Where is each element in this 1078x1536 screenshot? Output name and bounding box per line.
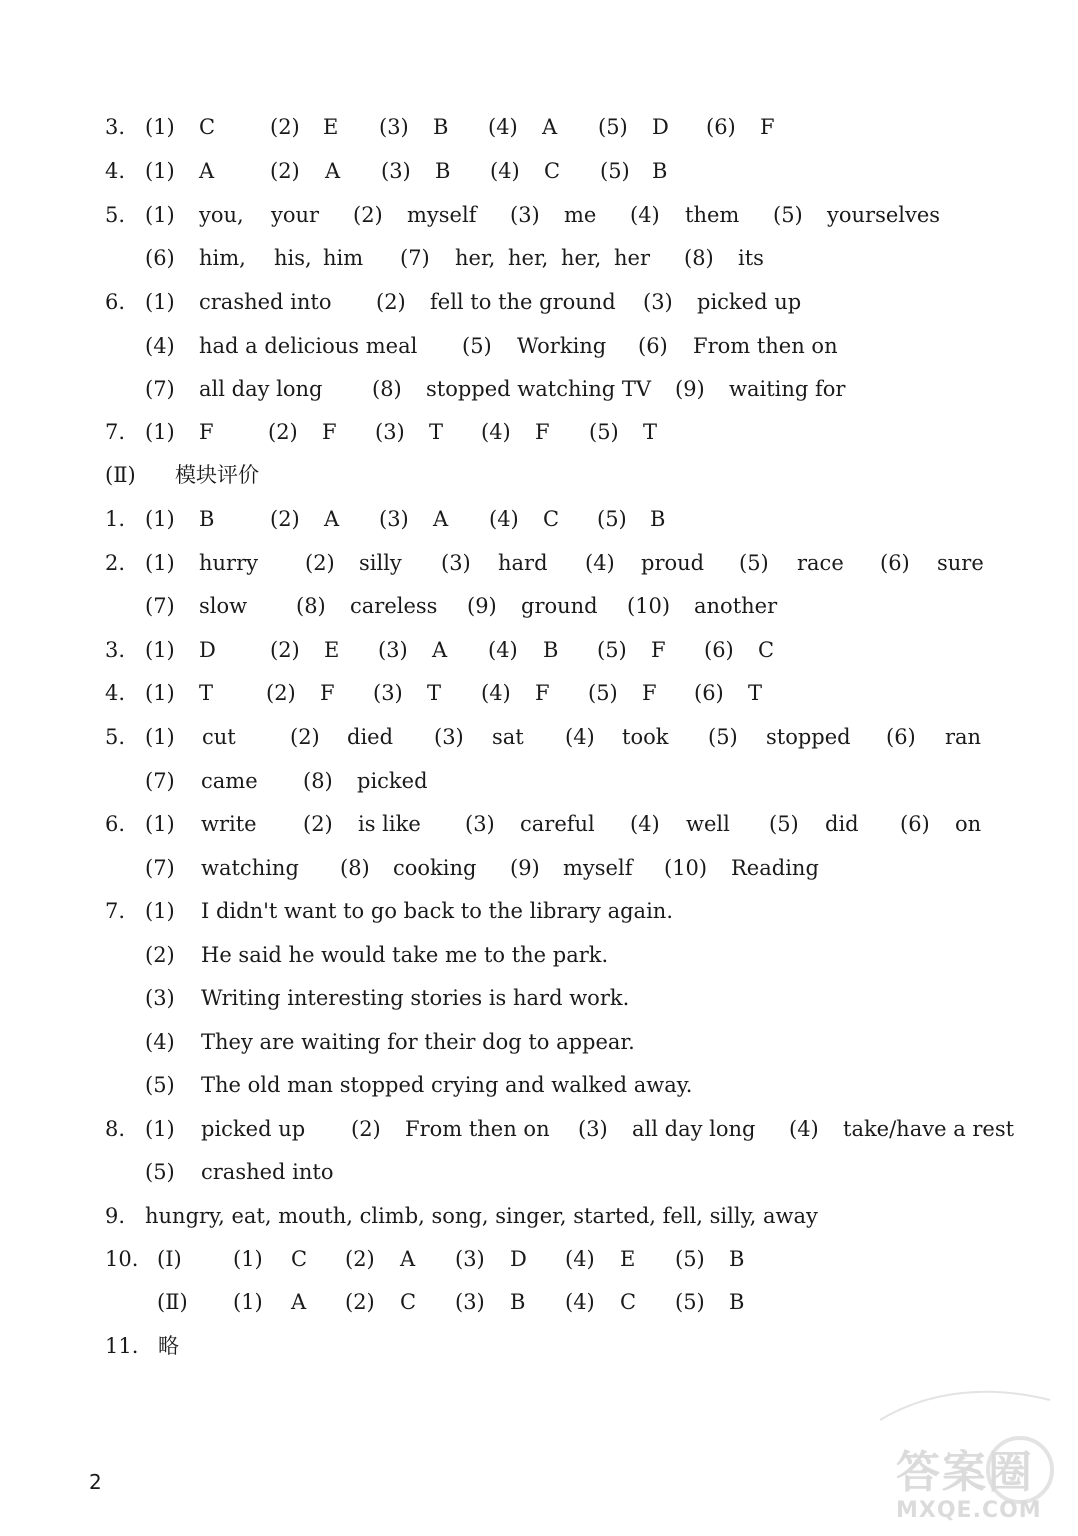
answer-item: (3) [145, 986, 175, 1010]
answer-item: (5) [675, 1290, 705, 1314]
answer-item: 9. [105, 1204, 126, 1228]
answer-line [0, 110, 1078, 144]
answer-item: F [651, 638, 666, 662]
answer-item: (3) [578, 1117, 608, 1141]
answer-line [0, 851, 1078, 885]
answer-item: stopped watching TV [426, 377, 652, 401]
answer-item: your [271, 203, 320, 227]
answer-item: (5) [588, 681, 618, 705]
answer-item: ran [945, 725, 982, 749]
answer-item: cut [202, 725, 236, 749]
answer-line [0, 415, 1078, 449]
answer-item: A [433, 507, 449, 531]
answer-item: her, [508, 246, 549, 270]
answer-item: (5) [769, 812, 799, 836]
answer-line [0, 329, 1078, 363]
answer-item: (3) [379, 507, 409, 531]
answer-item: picked up [201, 1117, 306, 1141]
answer-item: sat [492, 725, 524, 749]
answer-item: had a delicious meal [199, 334, 418, 358]
answer-item: myself [563, 856, 633, 880]
answer-item: (1) [145, 159, 175, 183]
answer-item: (3) [441, 551, 471, 575]
answer-line [0, 1112, 1078, 1146]
answer-item: careful [520, 812, 595, 836]
answer-item: (8) [340, 856, 370, 880]
answer-line [0, 1155, 1078, 1189]
answer-line [0, 764, 1078, 798]
answer-line [0, 285, 1078, 319]
answer-item: careless [350, 594, 438, 618]
answer-item: (1) [145, 551, 175, 575]
answer-item: (5) [773, 203, 803, 227]
page-number: 2 [89, 1470, 102, 1494]
answer-line [0, 546, 1078, 580]
answer-item: (1) [145, 115, 175, 139]
answer-item: is like [358, 812, 421, 836]
answer-item: (2) [345, 1290, 375, 1314]
answer-item: (3) [379, 115, 409, 139]
answer-item: (7) [145, 594, 175, 618]
answer-item: A [542, 115, 558, 139]
answer-item: From then on [693, 334, 838, 358]
answer-item: 4. [105, 159, 126, 183]
answer-item: From then on [405, 1117, 550, 1141]
answer-item: 8. [105, 1117, 126, 1141]
answer-item: B [729, 1247, 745, 1271]
answer-item: (7) [145, 377, 175, 401]
answer-item: hungry, eat, mouth, climb, song, singer, started, fell, silly, away [145, 1204, 818, 1228]
answer-item: 3. [105, 115, 126, 139]
answer-line [0, 1068, 1078, 1102]
answer-item: (2) [303, 812, 333, 836]
answer-item: (4) [565, 725, 595, 749]
answer-item: T [427, 681, 442, 705]
answer-item: hurry [199, 551, 258, 575]
answer-item: (3) [455, 1290, 485, 1314]
answer-line [0, 458, 1078, 492]
answer-item: stopped [766, 725, 851, 749]
answer-item: F [320, 681, 335, 705]
answer-item: (2) [376, 290, 406, 314]
answer-line [0, 676, 1078, 710]
answer-item: A [400, 1247, 416, 1271]
answer-line [0, 981, 1078, 1015]
answer-item: yourselves [827, 203, 941, 227]
answer-item: F [535, 420, 550, 444]
answer-item: (7) [145, 856, 175, 880]
answer-item: (5) [145, 1073, 175, 1097]
answer-item: 1. [105, 507, 126, 531]
answer-item: (4) [488, 115, 518, 139]
answer-item: (Ⅱ) [157, 1290, 188, 1314]
answer-line [0, 807, 1078, 841]
answer-item: her, [455, 246, 496, 270]
answer-item: (2) [270, 638, 300, 662]
answer-item: B [435, 159, 451, 183]
answer-item: D [652, 115, 669, 139]
answer-item: F [760, 115, 775, 139]
answer-item: Working [517, 334, 607, 358]
answer-item: waiting for [729, 377, 846, 401]
answer-item: B [650, 507, 666, 531]
answer-item: him [323, 246, 364, 270]
answer-item: 6. [105, 290, 126, 314]
watermark-site: MXQE.COM [896, 1498, 1042, 1523]
answer-item: (7) [400, 246, 430, 270]
answer-item: (5) [739, 551, 769, 575]
answer-item: (3) [375, 420, 405, 444]
answer-item: (2) [145, 943, 175, 967]
answer-item: (1) [145, 725, 175, 749]
answer-item: (5) [597, 507, 627, 531]
answer-item: (2) [345, 1247, 375, 1271]
answer-item: take/have a rest [843, 1117, 1015, 1141]
answer-item: picked up [697, 290, 802, 314]
answer-item: came [201, 769, 258, 793]
answer-item: F [642, 681, 657, 705]
answer-item: 7. [105, 899, 126, 923]
answer-item: (5) [462, 334, 492, 358]
answer-item: B [652, 159, 668, 183]
answer-item: (4) [489, 507, 519, 531]
answer-item: B [433, 115, 449, 139]
answer-item: B [510, 1290, 526, 1314]
answer-item: well [686, 812, 730, 836]
answer-item: (6) [900, 812, 930, 836]
answer-item: crashed into [199, 290, 332, 314]
answer-item: her [614, 246, 650, 270]
answer-item: (2) [266, 681, 296, 705]
answer-item: A [325, 159, 341, 183]
answer-item: (4) [630, 812, 660, 836]
answer-item: F [199, 420, 214, 444]
answer-line [0, 241, 1078, 275]
answer-item: (4) [481, 681, 511, 705]
answer-item: (7) [145, 769, 175, 793]
answer-item: (Ⅰ) [157, 1247, 182, 1271]
answer-item: cooking [393, 856, 477, 880]
answer-item: (5) [600, 159, 630, 183]
answer-item: C [199, 115, 216, 139]
answer-line [0, 1199, 1078, 1233]
answer-item: A [291, 1290, 307, 1314]
answer-item: (5) [589, 420, 619, 444]
answer-item: 4. [105, 681, 126, 705]
answer-item: (5) [708, 725, 738, 749]
answer-line [0, 1242, 1078, 1276]
answer-item: (2) [268, 420, 298, 444]
answer-item: B [729, 1290, 745, 1314]
answer-item: all day long [632, 1117, 756, 1141]
answer-item: (3) [378, 638, 408, 662]
answer-item: C [291, 1247, 308, 1271]
answer-item: (8) [684, 246, 714, 270]
answer-item: A [324, 507, 340, 531]
answer-item: (3) [373, 681, 403, 705]
answer-item: silly [359, 551, 402, 575]
answer-item: D [510, 1247, 527, 1271]
answer-item: (1) [233, 1290, 263, 1314]
answer-item: fell to the ground [430, 290, 616, 314]
answer-item: (2) [353, 203, 383, 227]
answer-item: I didn't want to go back to the library again. [201, 899, 673, 923]
answer-item: (6) [706, 115, 736, 139]
answer-item: (4) [630, 203, 660, 227]
answer-item: (3) [643, 290, 673, 314]
answer-item: (10) [664, 856, 708, 880]
answer-item: (4) [565, 1290, 595, 1314]
answer-item: them [685, 203, 740, 227]
answer-item: They are waiting for their dog to appear. [201, 1030, 635, 1054]
answer-item: Writing interesting stories is hard work. [201, 986, 630, 1010]
answer-item: 5. [105, 725, 126, 749]
answer-item: (4) [565, 1247, 595, 1271]
answer-item: picked [357, 769, 428, 793]
answer-item: another [694, 594, 778, 618]
answer-item: (1) [145, 203, 175, 227]
answer-item: (6) [694, 681, 724, 705]
answer-item: ground [521, 594, 598, 618]
answer-line [0, 372, 1078, 406]
answer-item: hard [498, 551, 548, 575]
answer-item: (4) [145, 334, 175, 358]
answer-item: (2) [270, 159, 300, 183]
answer-item: me [564, 203, 597, 227]
watermark-logo [860, 1380, 1070, 1530]
answer-item: (1) [145, 507, 175, 531]
answer-line [0, 154, 1078, 188]
answer-item: (2) [351, 1117, 381, 1141]
answer-item: (1) [145, 290, 175, 314]
answer-item: myself [407, 203, 477, 227]
answer-item: 2. [105, 551, 126, 575]
answer-item: T [199, 681, 214, 705]
answer-item: did [825, 812, 859, 836]
answer-item: (9) [467, 594, 497, 618]
answer-item: watching [201, 856, 299, 880]
answer-line [0, 894, 1078, 928]
answer-item: (2) [290, 725, 320, 749]
answer-item: (10) [627, 594, 671, 618]
answer-item: 模块评价 [175, 463, 259, 487]
answer-item: C [543, 507, 560, 531]
answer-item: 6. [105, 812, 126, 836]
answer-item: (2) [270, 115, 300, 139]
answer-item: 10. [105, 1247, 139, 1271]
answer-item: 5. [105, 203, 126, 227]
answer-item: (Ⅱ) [105, 463, 136, 487]
answer-item: (3) [381, 159, 411, 183]
answer-item: crashed into [201, 1160, 334, 1184]
answer-item: (6) [704, 638, 734, 662]
answer-item: her, [561, 246, 602, 270]
answer-item: (4) [145, 1030, 175, 1054]
answer-item: (2) [305, 551, 335, 575]
answer-item: (3) [465, 812, 495, 836]
answer-item: E [620, 1247, 636, 1271]
answer-line [0, 589, 1078, 623]
answer-item: (3) [510, 203, 540, 227]
answer-item: (5) [675, 1247, 705, 1271]
answer-line [0, 1329, 1078, 1363]
answer-item: The old man stopped crying and walked away. [201, 1073, 693, 1097]
watermark-title: 答案圈 [896, 1447, 1034, 1498]
answer-item: T [643, 420, 658, 444]
answer-item: race [797, 551, 844, 575]
answer-item: (4) [481, 420, 511, 444]
answer-item: (8) [372, 377, 402, 401]
answer-item: (1) [145, 681, 175, 705]
answer-item: B [199, 507, 215, 531]
answer-item: you, [199, 203, 244, 227]
answer-item: (5) [145, 1160, 175, 1184]
answer-item: (8) [296, 594, 326, 618]
answer-item: all day long [199, 377, 323, 401]
answer-item: (4) [585, 551, 615, 575]
answer-item: C [758, 638, 775, 662]
answer-item: (6) [880, 551, 910, 575]
answer-item: D [199, 638, 216, 662]
answer-item: (1) [145, 812, 175, 836]
answer-line [0, 938, 1078, 972]
answer-item: (1) [145, 1117, 175, 1141]
answer-item: F [535, 681, 550, 705]
answer-item: slow [199, 594, 248, 618]
answer-item: its [738, 246, 764, 270]
answer-item: (6) [145, 246, 175, 270]
answer-item: (6) [638, 334, 668, 358]
answer-item: 11. [105, 1334, 139, 1358]
answer-item: C [544, 159, 561, 183]
answer-item: (3) [434, 725, 464, 749]
answer-item: B [543, 638, 559, 662]
answer-item: (3) [455, 1247, 485, 1271]
answer-item: (2) [270, 507, 300, 531]
answer-item: 7. [105, 420, 126, 444]
answer-line [0, 1025, 1078, 1059]
answer-item: write [201, 812, 257, 836]
answer-item: proud [641, 551, 705, 575]
answer-item: E [323, 115, 339, 139]
answer-item: (4) [490, 159, 520, 183]
answer-item: (5) [598, 115, 628, 139]
answer-item: E [324, 638, 340, 662]
answer-item: T [748, 681, 763, 705]
answer-item: (1) [145, 638, 175, 662]
answer-item: C [400, 1290, 417, 1314]
answer-item: on [955, 812, 982, 836]
answer-line [0, 720, 1078, 754]
answer-line [0, 633, 1078, 667]
answer-item: him, [199, 246, 246, 270]
answer-item: C [620, 1290, 637, 1314]
answer-item: his, [274, 246, 312, 270]
answer-item: took [622, 725, 669, 749]
answer-item: 略 [158, 1334, 179, 1358]
answer-item: (1) [145, 899, 175, 923]
answer-line [0, 502, 1078, 536]
answer-item: 3. [105, 638, 126, 662]
answer-item: (5) [597, 638, 627, 662]
answer-item: died [347, 725, 394, 749]
answer-item: He said he would take me to the park. [201, 943, 609, 967]
answer-item: (1) [145, 420, 175, 444]
answer-item: A [432, 638, 448, 662]
answer-item: (4) [488, 638, 518, 662]
answer-item: (4) [789, 1117, 819, 1141]
answer-item: (8) [303, 769, 333, 793]
answer-line [0, 1285, 1078, 1319]
answer-item: (6) [886, 725, 916, 749]
answer-item: (9) [510, 856, 540, 880]
answer-item: T [429, 420, 444, 444]
answer-item: A [199, 159, 215, 183]
answer-item: (9) [675, 377, 705, 401]
answer-item: Reading [731, 856, 819, 880]
answer-item: F [322, 420, 337, 444]
answer-item: (1) [233, 1247, 263, 1271]
answer-line [0, 198, 1078, 232]
answer-item: sure [937, 551, 984, 575]
